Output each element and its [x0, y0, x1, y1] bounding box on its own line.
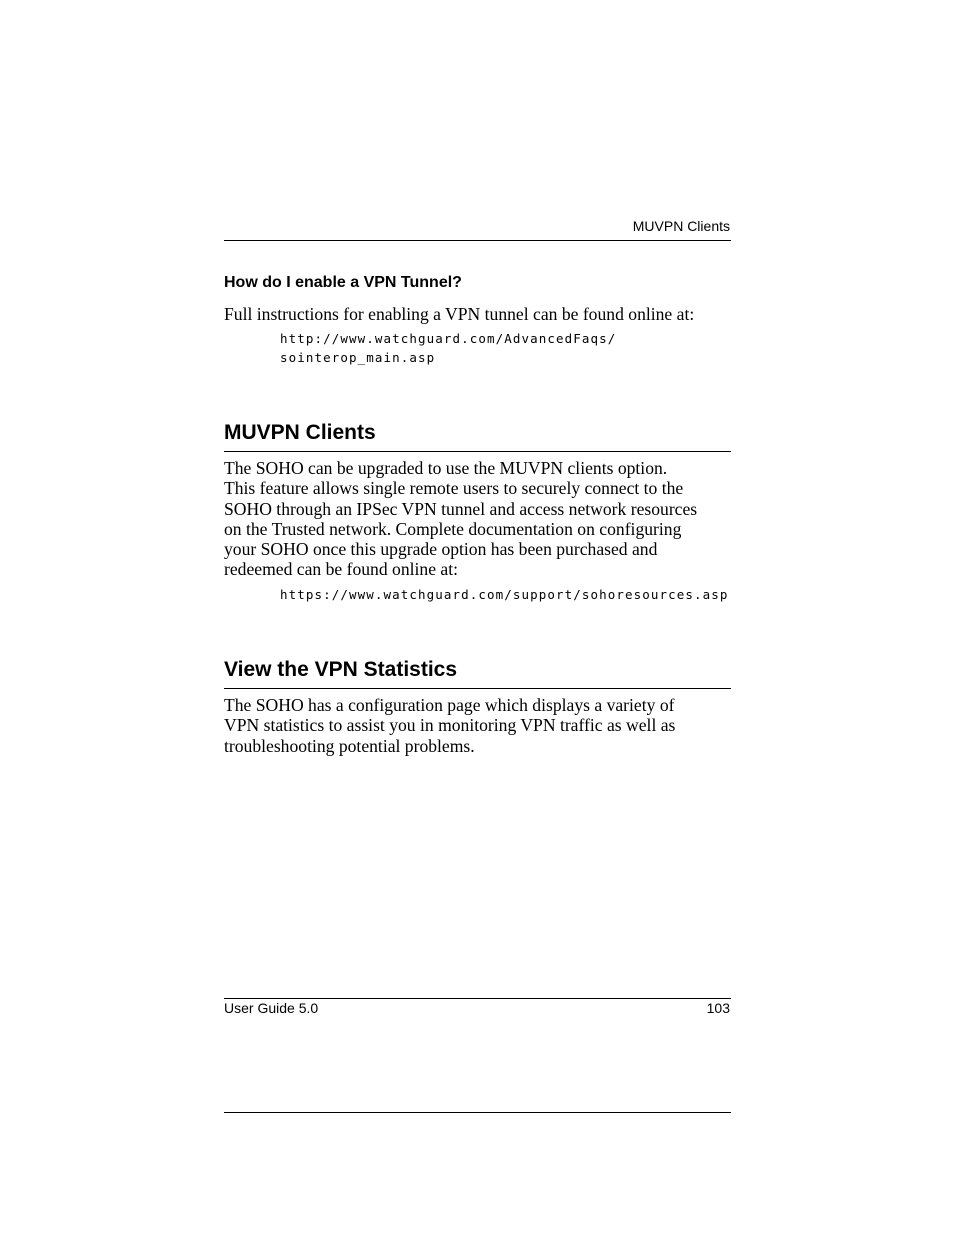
muvpn-heading-rule [224, 451, 731, 452]
faq-url-line-1: http://www.watchguard.com/AdvancedFaqs/ [280, 331, 617, 346]
vpn-stats-body-line: troubleshooting potential problems. [224, 735, 475, 756]
page-bottom-rule [224, 1112, 731, 1113]
vpn-stats-body [224, 695, 734, 756]
muvpn-body-line: redeemed can be found online at: [224, 559, 458, 580]
muvpn-body-line: The SOHO can be upgraded to use the MUVPN clients option. [224, 458, 668, 478]
running-header: MUVPN Clients [632, 218, 730, 234]
faq-body: Full instructions for enabling a VPN tunnel can be found online at: [224, 304, 695, 324]
muvpn-body-line: on the Trusted network. Complete documentation on configuring [224, 518, 682, 539]
muvpn-body-line: This feature allows single remote users to securely connect to the [224, 478, 684, 499]
faq-heading: How do I enable a VPN Tunnel? [224, 274, 462, 291]
footer-guide-title: User Guide 5.0 [224, 1000, 319, 1016]
muvpn-url: https://www.watchguard.com/support/sohoresources.asp [280, 587, 729, 602]
vpn-stats-body-line: The SOHO has a configuration page which displays a variety of [224, 695, 675, 715]
vpn-stats-heading-rule [224, 688, 731, 689]
faq-url-line-2: sointerop_main.asp [280, 350, 436, 365]
muvpn-body [224, 458, 734, 580]
faq-url [280, 329, 616, 367]
footer-page-number: 103 [706, 1000, 730, 1016]
footer-rule [224, 998, 731, 999]
muvpn-body-line: SOHO through an IPSec VPN tunnel and access network resources [224, 498, 698, 519]
vpn-stats-body-line: VPN statistics to assist you in monitoring VPN traffic as well as [224, 715, 676, 736]
header-rule [224, 240, 731, 241]
muvpn-heading: MUVPN Clients [224, 421, 376, 444]
vpn-stats-heading: View the VPN Statistics [224, 658, 458, 681]
muvpn-body-line: your SOHO once this upgrade option has been purchased and [224, 539, 658, 560]
